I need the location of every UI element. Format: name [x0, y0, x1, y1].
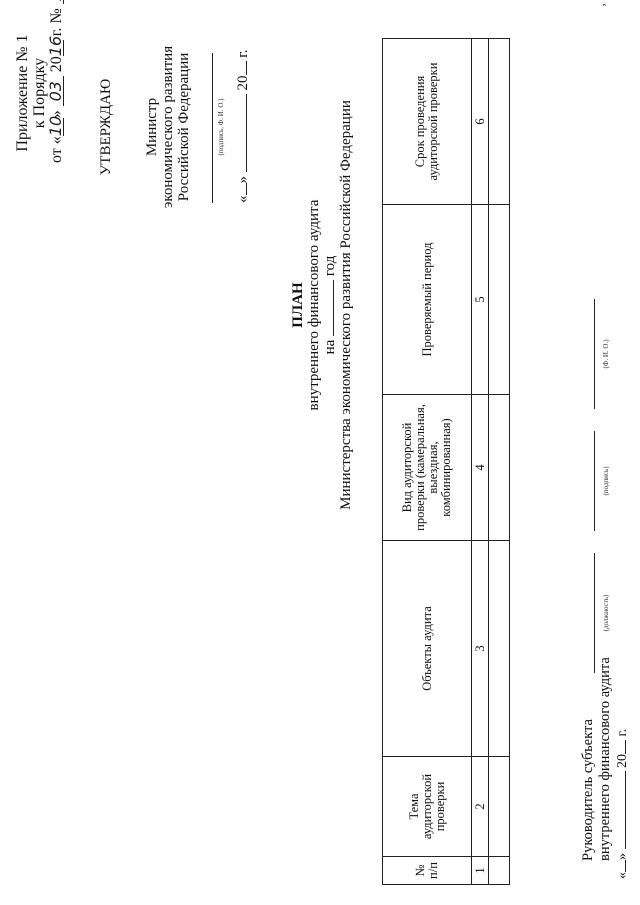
appendix-header — [14, 8, 65, 163]
footer-date-open: « — [615, 872, 630, 879]
footer-day-blank — [625, 860, 626, 872]
signer-block — [580, 657, 614, 861]
column-header: Тема аудиторской проверки — [383, 757, 472, 857]
name-caption: (Ф. И. О.) — [602, 339, 610, 369]
footer-year-prefix: 20 — [615, 754, 630, 768]
plan-subtitle: внутреннего финансового аудита — [306, 199, 322, 411]
column-number: 6 — [472, 39, 489, 205]
column-header: № п/п — [383, 857, 472, 885]
appendix-date-line — [46, 8, 65, 163]
column-number: 4 — [472, 395, 489, 541]
plan-organization: Министерства экономического развития Российской Федерации — [338, 100, 354, 510]
table-cell — [489, 757, 510, 857]
signature-lines — [594, 299, 613, 673]
plan-heading: ПЛАН — [290, 282, 306, 328]
approver-position-3: Российской Федерации — [176, 52, 192, 202]
appendix-title: Приложение № 1 — [14, 34, 31, 152]
day-close: » — [48, 110, 65, 119]
approver-position-2: экономического развития — [160, 45, 176, 209]
position-line — [594, 553, 595, 673]
name-field — [594, 299, 613, 409]
table-row — [489, 39, 510, 885]
corner-mark: ʼ — [600, 3, 614, 7]
signer-title-2: внутреннего финансового аудита — [597, 657, 613, 861]
table-cell — [489, 395, 510, 541]
appendix-reference: к Порядку — [31, 57, 48, 129]
approve-date-close: » — [235, 176, 251, 184]
plan-year-suffix: год — [322, 255, 338, 277]
column-number: 3 — [472, 541, 489, 757]
plan-year-prefix: на — [322, 339, 338, 355]
approve-year-word: г. — [235, 49, 251, 58]
footer-month-blank — [625, 772, 626, 850]
number-label: № — [48, 8, 65, 24]
number-handwritten — [49, 0, 64, 4]
approve-heading: УТВЕРЖДАЮ — [98, 78, 114, 176]
approval-block — [98, 11, 251, 243]
column-header: Проверяемый период — [383, 205, 472, 395]
approver-position: Министр — [144, 97, 160, 157]
year-handwritten: 16 — [46, 35, 65, 57]
approve-month-blank — [246, 94, 247, 172]
table-cell — [489, 857, 510, 885]
approve-date — [235, 11, 251, 243]
table-cell — [489, 541, 510, 757]
year-word: г. — [48, 27, 65, 37]
month-handwritten: 03 — [49, 76, 64, 106]
date-prefix: от « — [48, 136, 65, 163]
approve-year-prefix: 20 — [235, 75, 251, 91]
table-cell — [489, 205, 510, 395]
audit-plan-table — [382, 38, 510, 885]
year-prefix: 20 — [48, 56, 65, 73]
column-number: 2 — [472, 757, 489, 857]
position-caption: (должность) — [602, 594, 610, 632]
table-cell — [489, 39, 510, 205]
footer-year-blank — [625, 740, 626, 754]
column-number: 1 — [472, 857, 489, 885]
position-field — [594, 553, 613, 673]
signature-caption: (подпись) — [602, 466, 610, 496]
footer-date-close: » — [615, 853, 630, 860]
plan-title — [290, 45, 354, 565]
name-line — [594, 299, 595, 409]
signer-title-1: Руководитель субъекта — [580, 719, 596, 861]
approve-day-blank — [246, 184, 247, 196]
footer-year-word: г. — [615, 728, 630, 737]
approve-year-blank — [246, 62, 247, 76]
column-number: 5 — [472, 205, 489, 395]
table-row — [472, 39, 489, 885]
column-header: Объекты аудита — [383, 541, 472, 757]
footer-date — [615, 729, 631, 879]
column-header: Срок проведения аудиторской проверки — [383, 39, 472, 205]
day-handwritten: 10 — [46, 115, 65, 137]
plan-year-line — [322, 45, 338, 565]
signature-field — [594, 431, 613, 531]
table-header-row — [383, 39, 472, 885]
signature-line — [594, 431, 595, 531]
signature-caption: (подпись, Ф. И. О.) — [217, 98, 225, 156]
approve-date-open: « — [235, 195, 251, 203]
plan-year-blank — [333, 280, 334, 336]
column-header: Вид аудиторской проверки (камеральная, выездная, комбинированная) — [383, 395, 472, 541]
